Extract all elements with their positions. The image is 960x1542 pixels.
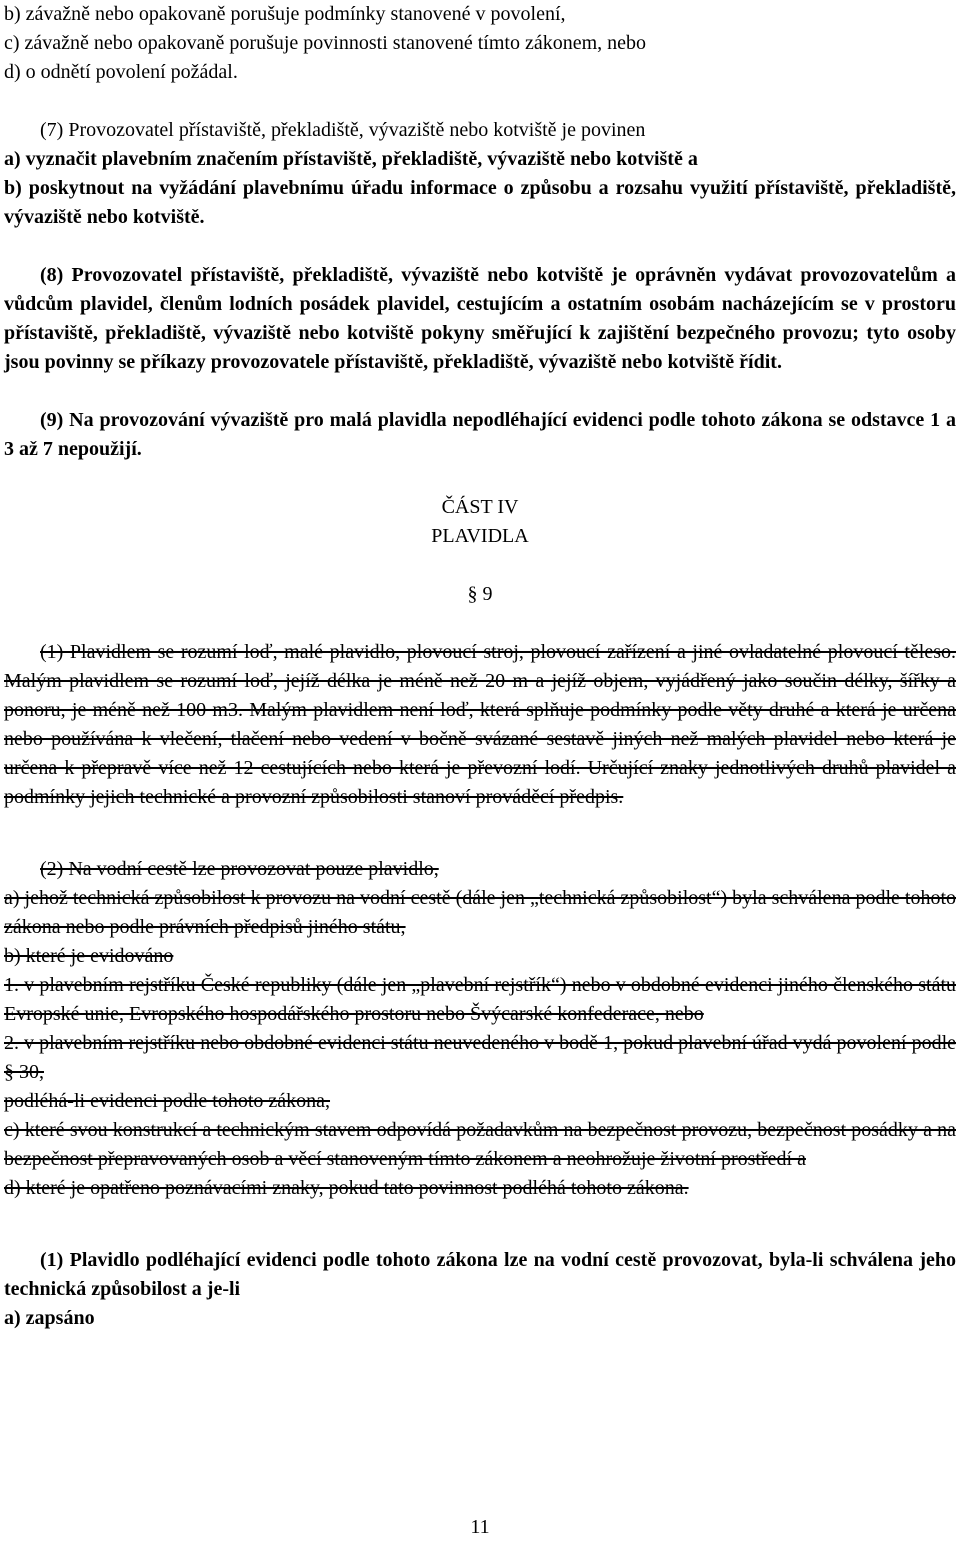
page-number: 11 — [470, 1516, 490, 1538]
section-9-paragraph-1: (1) Plavidlem se rozumí loď, malé plavidlo, plovoucí stroj, plovoucí zařízení a jiné ovladatelné plovoucí těleso. Malým plavidlem se rozumí loď, jejíž délka je méně než 20 m a jejíž objem, vyjádřený jako součin délky, šířky a ponoru, je méně než 100 m3. Malým plavidlem není loď, která splňuje podmínky podle věty druhé a která je určena nebo používána k vlečení, tlačení nebo vedení v bočně svázané sestavě jiných než malých plavidel nebo která je určena k přepravě více než 12 cestujících nebo která je převozní lodí. Určující znaky jednotlivých druhů plavidel a podmínky jejich technické a provozní způsobilosti stanoví prováděcí předpis. — [4, 641, 956, 808]
paragraph-7-item-a: a) vyznačit plavebním značením přístaviště, překladiště, vývaziště nebo kotviště a — [4, 148, 698, 170]
new-paragraph-1-item-a: a) zapsáno — [4, 1307, 95, 1329]
paragraph-9: (9) Na provozování vývaziště pro malá plavidla nepodléhající evidenci podle tohoto zákona se odstavce 1 a 3 až 7 nepoužijí. — [4, 409, 956, 460]
section-9-paragraph-2-intro: (2) Na vodní cestě lze provozovat pouze plavidlo, — [40, 858, 439, 880]
document-page — [4, 0, 956, 1333]
paragraph-7-intro: (7) Provozovatel přístaviště, překladiště, vývaziště nebo kotviště je povinen — [40, 119, 646, 141]
section-9-paragraph-2-item-a: a) jehož technická způsobilost k provozu na vodní cestě (dále jen „technická způsobilost“) byla schválena podle tohoto zákona nebo podle právních předpisů jiného státu, — [4, 887, 956, 938]
list-item-d: d) o odnětí povolení požádal. — [4, 61, 238, 83]
list-item-c: c) závažně nebo opakovaně porušuje povinnosti stanovené tímto zákonem, nebo — [4, 32, 647, 54]
section-9-paragraph-2-item-b-tail: podléhá-li evidenci podle tohoto zákona, — [4, 1090, 331, 1112]
section-9-paragraph-2-item-b2: 2. v plavebním rejstříku nebo obdobné evidenci státu neuvedeného v bodě 1, pokud plavební úřad vydá povolení podle § 30, — [4, 1032, 956, 1083]
section-heading: § 9 — [467, 583, 493, 605]
section-9-paragraph-2-item-d: d) které je opatřeno poznávacími znaky, pokud tato povinnost podléhá tohoto zákona. — [4, 1177, 689, 1199]
section-9-paragraph-2-item-c: c) které svou konstrukcí a technickým stavem odpovídá požadavkům na bezpečnost provozu, bezpečnost posádky a na bezpečnost přepravovaných osob a věcí stanoveným tímto zákonem a neohrožuje životní prostředí a — [4, 1119, 956, 1170]
paragraph-8: (8) Provozovatel přístaviště, překladiště, vývaziště nebo kotviště je oprávněn vydávat provozovatelům a vůdcům plavidel, členům lodních posádek plavidel, cestujícím a ostatním osobám nacházejícím se v prostoru přístaviště, překladiště, vývaziště nebo kotviště pokyny směřující k zajištění bezpečného provozu; tyto osoby jsou povinny se příkazy provozovatele přístaviště, překladiště, vývaziště nebo kotviště řídit. — [4, 264, 956, 373]
new-paragraph-1: (1) Plavidlo podléhající evidenci podle tohoto zákona lze na vodní cestě provozovat, byla-li schválena jeho technická způsobilost a je-li — [4, 1249, 956, 1300]
section-9-paragraph-2-item-b: b) které je evidováno — [4, 945, 174, 967]
part-number: ČÁST IV — [441, 496, 519, 518]
paragraph-7-item-b: b) poskytnout na vyžádání plavebnímu úřadu informace o způsobu a rozsahu využití přístaviště, překladiště, vývaziště nebo kotviště. — [4, 177, 956, 228]
section-9-paragraph-2-item-b1: 1. v plavebním rejstříku České republiky (dále jen „plavební rejstřík“) nebo v obdobné evidenci jiného členského státu Evropské unie, Evropského hospodářského prostoru nebo Švýcarské konfederace, nebo — [4, 974, 956, 1025]
part-title: PLAVIDLA — [431, 525, 529, 547]
list-item-b: b) závažně nebo opakovaně porušuje podmínky stanovené v povolení, — [4, 3, 566, 25]
